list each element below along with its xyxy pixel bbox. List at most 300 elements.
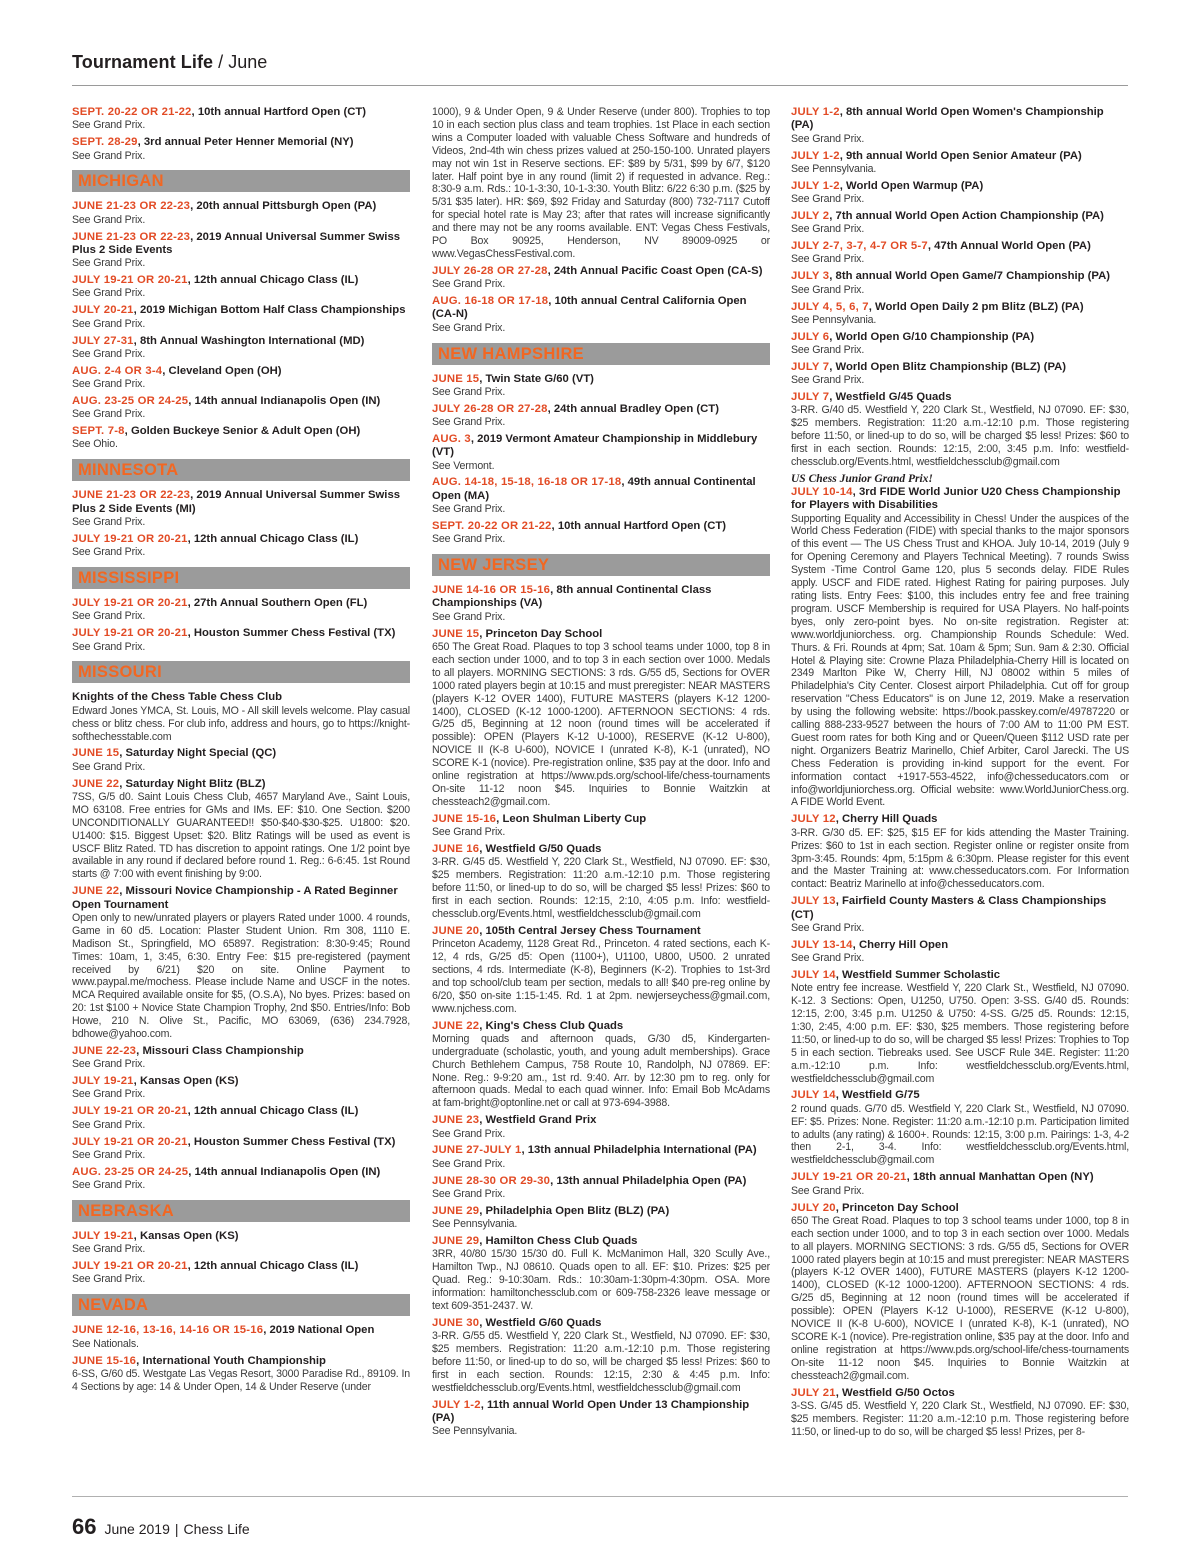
listing-date: JULY 19-21 bbox=[72, 1229, 134, 1242]
listing-columns bbox=[72, 106, 1128, 1490]
listing-details: See Grand Prix. bbox=[791, 132, 865, 145]
listing-date: AUG. 16-18 OR 17-18 bbox=[432, 295, 549, 308]
listing-details: See Grand Prix. bbox=[791, 223, 865, 236]
listing-details: See Pennsylvania. bbox=[791, 313, 877, 326]
listing-heading bbox=[432, 295, 770, 322]
listing-title: , 13th annual Philadelphia International (PA) bbox=[521, 1144, 757, 1157]
listing-title: , World Open Daily 2 pm Blitz (BLZ) (PA) bbox=[868, 300, 1084, 313]
listing-details: See Grand Prix. bbox=[72, 515, 146, 528]
listing-heading bbox=[72, 597, 410, 610]
tournament-listing bbox=[791, 969, 1129, 1086]
listing-title: , Westfield G/50 Quads bbox=[479, 842, 602, 855]
listing-heading bbox=[72, 425, 410, 438]
tournament-listing bbox=[791, 180, 1129, 206]
state-heading bbox=[432, 343, 770, 365]
listing-heading bbox=[432, 403, 770, 416]
listing-details: See Ohio. bbox=[72, 438, 118, 451]
listing-title: , 10th annual Central California Open (CA-N) bbox=[432, 295, 747, 321]
tournament-listing bbox=[72, 1260, 410, 1286]
listing-date: JULY 19-21 bbox=[72, 1075, 134, 1088]
listing-heading bbox=[72, 106, 410, 119]
tournament-listing bbox=[72, 395, 410, 421]
state-heading bbox=[72, 459, 410, 481]
listing-title: , International Youth Championship bbox=[136, 1354, 326, 1367]
listing-date: JUNE 28-30 OR 29-30 bbox=[432, 1174, 551, 1187]
listing-title: , Saturday Night Blitz (BLZ) bbox=[119, 777, 266, 790]
listing-date: JULY 21 bbox=[791, 1386, 836, 1399]
listing-details: See Grand Prix. bbox=[72, 149, 146, 162]
listing-date: JULY 19-21 OR 20-21 bbox=[72, 532, 188, 545]
listing-heading bbox=[791, 240, 1129, 253]
listing-details: See Grand Prix. bbox=[432, 278, 506, 291]
listing-heading bbox=[432, 1317, 770, 1330]
listing-heading bbox=[791, 210, 1129, 223]
listing-date: SEPT. 20-22 OR 21-22 bbox=[72, 106, 192, 118]
tournament-listing bbox=[791, 895, 1129, 935]
tournament-listing bbox=[72, 365, 410, 391]
listing-date: JUNE 15 bbox=[72, 747, 120, 760]
listing-details: See Grand Prix. bbox=[432, 826, 506, 839]
tournament-listing bbox=[72, 1166, 410, 1192]
tournament-listing bbox=[432, 520, 770, 546]
listing-details: See Grand Prix. bbox=[72, 640, 146, 653]
listing-date: JULY 1-2 bbox=[432, 1398, 481, 1411]
tournament-listing bbox=[72, 200, 410, 226]
listing-title: , 2019 Michigan Bottom Half Class Championships bbox=[133, 304, 406, 317]
tournament-listing bbox=[432, 433, 770, 473]
tournament-listing bbox=[72, 1355, 410, 1394]
listing-title: , World Open G/10 Championship (PA) bbox=[829, 330, 1035, 343]
tournament-listing bbox=[72, 1136, 410, 1162]
listing-details: See Grand Prix. bbox=[72, 1148, 146, 1161]
listing-date: JULY 3 bbox=[791, 270, 830, 283]
state-name: MINNESOTA bbox=[78, 461, 179, 480]
listing-heading bbox=[72, 778, 410, 791]
listing-details: See Grand Prix. bbox=[72, 119, 146, 132]
listing-title: , 9th annual World Open Senior Amateur (PA) bbox=[839, 149, 1082, 162]
listing-details: 650 The Great Road. Plaques to top 3 school teams under 1000, top 8 in each section under 1000, and to top 3 in each section over 1000. Medals to all players. MORNING SECTIONS: 3 rds. G/55 d5, Sections for OVER 1000 rated players begin at 10:15 and must preregister: NEAR MASTERS (players K-12 OVER 1400), FUTURE MASTERS (players K-12 1200- 1400), CLOSED (K-12 1000-1200). AFTERNOON SECTIONS: 4 rds. G/25 d5, Beginning at 12 noon (round times will be accelerated if possible): OPEN (Players K-12 U-1000), RESERVE (K-12 U-800), NOVICE II (K-8 U-600), NOVICE I (unrated K-8), K-1 (unrated), NO SCORE K-1 (novice). Pre-registration online, $35 pay at the door. Info and online registration at https://www.pds.org/school-life/chess-tournaments On-site 11-12 noon $45. Inquiries to Bonnie Waitzkin at chessteach2@gmail.com. bbox=[432, 640, 770, 808]
state-name: NEW JERSEY bbox=[438, 556, 550, 575]
state-name: NEW HAMPSHIRE bbox=[438, 344, 584, 363]
listing-date: JULY 19-21 OR 20-21 bbox=[72, 274, 188, 287]
listing-heading bbox=[72, 1230, 410, 1243]
listing-details: See Grand Prix. bbox=[72, 408, 146, 421]
listing-date: JULY 13 bbox=[791, 895, 836, 908]
listing-title: , Philadelphia Open Blitz (BLZ) (PA) bbox=[479, 1204, 670, 1217]
listing-details: See Grand Prix. bbox=[72, 1179, 146, 1192]
listing-details: Open only to new/unrated players or players Rated under 1000. 4 rounds, Game in 60 d5. Location: Plaster Student Union. Rm 308, 1110 E. Madison St., Springfield, MO 65897. Registration: 8:30-9:45; Round Times: 10am, 1, 3:45, 6:30. Entry Fee: $15 pre-registered (payment received by 6/21) $20 on site. Online Payment to www.paypal.me/mochess. Please include Name and USCF in the notes. MCA Required available onsite for $5, (O.S.A), No byes. Prizes: based on 20: 1st $100 + Novice State Champion Trophy, 2nd $50. Entries/Info: Bob Howe, 210 N. Olive St., Pacific, MO 63069, (636) 234.7928, bdhowe@yahoo.com. bbox=[72, 911, 410, 1041]
tournament-listing bbox=[791, 1171, 1129, 1197]
tournament-listing bbox=[72, 425, 410, 451]
listing-title: , Saturday Night Special (QC) bbox=[119, 747, 277, 760]
listing-heading bbox=[791, 1202, 1129, 1215]
listing-date: JULY 2 bbox=[791, 209, 830, 222]
listing-date: JULY 13-14 bbox=[791, 938, 853, 951]
listing-date: JULY 2-7, 3-7, 4-7 OR 5-7 bbox=[791, 240, 928, 253]
state-heading bbox=[72, 1200, 410, 1222]
tournament-listing bbox=[432, 265, 770, 291]
tournament-listing bbox=[72, 627, 410, 653]
listing-heading bbox=[72, 627, 410, 640]
listing-details: See Grand Prix. bbox=[432, 610, 506, 623]
tournament-listing bbox=[791, 1202, 1129, 1383]
tournament-listing bbox=[72, 1075, 410, 1101]
listing-heading bbox=[72, 1075, 410, 1088]
tournament-listing bbox=[791, 301, 1129, 327]
tournament-listing bbox=[791, 106, 1129, 146]
listing-title: , Kansas Open (KS) bbox=[133, 1075, 239, 1088]
tournament-listing bbox=[72, 533, 410, 559]
listing-title: , 47th Annual World Open (PA) bbox=[927, 240, 1091, 253]
listing-heading bbox=[791, 895, 1129, 922]
listing-date: JUNE 21-23 OR 22-23 bbox=[72, 489, 191, 502]
listing-date: JULY 7 bbox=[791, 360, 830, 373]
listing-date: JULY 14 bbox=[791, 968, 836, 981]
tournament-listing bbox=[791, 486, 1129, 809]
listing-details: 2 round quads. G/70 d5. Westfield Y, 220 Clark St., Westfield, NJ 07090. EF: $5. Prizes: None. Register: 11:20 a.m.-12:10 p.m. Participation limited to adults (any rating) & 1600+. Rounds: 12:15, 3:00 p.m. Pairings: 1-3, 4-2 then 2-1, 3-4. Info: westfieldchessclub.org/Events.html, westfieldchessclub@gmail.com bbox=[791, 1102, 1129, 1167]
listing-details: See Pennsylvania. bbox=[432, 1218, 518, 1231]
tournament-listing bbox=[432, 1020, 770, 1111]
listing-heading bbox=[432, 925, 770, 938]
listing-title: , 3rd annual Peter Henner Memorial (NY) bbox=[137, 136, 354, 149]
listing-date: JULY 26-28 OR 27-28 bbox=[432, 264, 548, 277]
listing-details: See Grand Prix. bbox=[791, 253, 865, 266]
tournament-listing bbox=[72, 106, 410, 132]
listing-date: JULY 14 bbox=[791, 1089, 836, 1102]
listing-date: SEPT. 20-22 OR 21-22 bbox=[432, 519, 552, 532]
listing-details: See Grand Prix. bbox=[72, 287, 146, 300]
tournament-listing bbox=[791, 270, 1129, 296]
listing-heading bbox=[432, 584, 770, 611]
listing-title: , Westfield G/60 Quads bbox=[479, 1316, 602, 1329]
listing-date: JULY 12 bbox=[791, 813, 836, 826]
listing-details: Morning quads and afternoon quads, G/30 d5, Kindergarten-undergraduate (scholastic, youth, and young adult memberships). Grace Church Bethlehem Campus, 758 Route 10, Randolph, NJ 07869. EF: None. Reg.: 9-9:20 am., 1st rd. 9:40. Arr. by 12:30 pm to reg. only for afternoon quads. Medal to each quad winner. Info: Email Bob McAdams at fam-bright@optonline.net or call at 973-694-3988. bbox=[432, 1032, 770, 1110]
listing-details: See Pennsylvania. bbox=[791, 162, 877, 175]
listing-details: See Grand Prix. bbox=[72, 317, 146, 330]
listing-details: See Grand Prix. bbox=[72, 1243, 146, 1256]
listing-title: , King's Chess Club Quads bbox=[479, 1019, 624, 1032]
listing-heading bbox=[791, 1387, 1129, 1400]
listing-date: JUNE 23 bbox=[432, 1114, 480, 1127]
listing-title: , 24th Annual Pacific Coast Open (CA-S) bbox=[547, 264, 763, 277]
listing-details: See Grand Prix. bbox=[72, 347, 146, 360]
listing-date: JUNE 15-16 bbox=[72, 1354, 137, 1367]
listing-heading bbox=[72, 231, 410, 258]
listing-title: , Westfield G/75 bbox=[835, 1089, 920, 1102]
tournament-listing bbox=[791, 240, 1129, 266]
listing-heading bbox=[432, 265, 770, 278]
magazine-name: Chess Life bbox=[183, 1521, 250, 1537]
tournament-listing bbox=[791, 1089, 1129, 1167]
listing-heading bbox=[432, 628, 770, 641]
listing-title: , World Open Warmup (PA) bbox=[839, 179, 984, 192]
listing-heading bbox=[432, 1235, 770, 1248]
listing-title: , 2019 Annual Universal Summer Swiss Plus 2 Side Events bbox=[72, 230, 401, 256]
listing-heading bbox=[791, 486, 1129, 513]
listing-heading bbox=[72, 395, 410, 408]
listing-heading bbox=[72, 1045, 410, 1058]
tournament-listing bbox=[791, 813, 1129, 891]
listing-date: JULY 19-21 OR 20-21 bbox=[72, 1135, 188, 1148]
listing-date: JULY 4, 5, 6, 7 bbox=[791, 300, 869, 313]
listing-heading bbox=[432, 1114, 770, 1127]
tournament-listing bbox=[72, 1230, 410, 1256]
column-3 bbox=[791, 106, 1129, 1490]
listing-title: , 10th annual Hartford Open (CT) bbox=[191, 106, 367, 118]
listing-heading bbox=[432, 1399, 770, 1426]
listing-details: See Grand Prix. bbox=[72, 1088, 146, 1101]
page-footer bbox=[72, 1514, 250, 1540]
listing-date: JUNE 22 bbox=[72, 885, 120, 898]
listing-title: , 8th Annual Washington International (MD) bbox=[133, 334, 365, 347]
footer-rule bbox=[72, 1496, 1128, 1497]
page-header bbox=[72, 52, 1128, 86]
listing-details: See Grand Prix. bbox=[72, 760, 146, 773]
tournament-listing bbox=[72, 274, 410, 300]
state-heading bbox=[72, 170, 410, 192]
listing-date: JULY 6 bbox=[791, 330, 830, 343]
listing-date: AUG. 14-18, 15-18, 16-18 OR 17-18 bbox=[432, 476, 622, 489]
listing-date: JULY 19-21 OR 20-21 bbox=[72, 1105, 188, 1118]
tournament-listing bbox=[72, 1105, 410, 1131]
listing-heading bbox=[791, 939, 1129, 952]
listing-heading bbox=[791, 813, 1129, 826]
listing-title: , 14th annual Indianapolis Open (IN) bbox=[188, 1165, 381, 1178]
listing-title: , Fairfield County Masters & Class Championships (CT) bbox=[791, 895, 1107, 921]
listing-details: See Grand Prix. bbox=[791, 1184, 865, 1197]
listing-details: See Grand Prix. bbox=[432, 533, 506, 546]
listing-date: JULY 7 bbox=[791, 391, 830, 404]
tournament-listing bbox=[791, 331, 1129, 357]
listing-title: , Westfield G/45 Quads bbox=[829, 391, 952, 404]
tournament-listing bbox=[432, 476, 770, 516]
listing-title: , 3rd FIDE World Junior U20 Chess Championship for Players with Disabilities bbox=[791, 485, 1121, 512]
listing-details: 3-RR. G/40 d5. Westfield Y, 220 Clark St., Westfield, NJ 07090. EF: $30, $25 members. Registration: 11:20 a.m.-12:10 p.m. Those registering before 11:50, or lined-up to do so, will be charged $5 less! Prizes: $60 to first in each section. Rounds: 12:15, 2:00, 3:45 p.m. Info: westfield-chessclub.org/Events.html, westfieldchessclub@gmail.com bbox=[791, 404, 1129, 469]
listing-title: , 8th annual World Open Game/7 Championship (PA) bbox=[829, 270, 1111, 283]
listing-title: , Missouri Novice Championship - A Rated Beginner Open Tournament bbox=[72, 885, 398, 911]
listing-date: JUNE 21-23 OR 22-23 bbox=[72, 230, 191, 243]
section-title: Tournament Life bbox=[72, 52, 214, 72]
listing-heading bbox=[791, 1171, 1129, 1184]
listing-details: 3RR, 40/80 15/30 15/30 d0. Full K. McManimon Hall, 320 Scully Ave., Hamilton Twp., NJ 08610. Quads open to all. EF: $10. Prizes: $25 per Quad. Reg.: 9-10:30am. Rds.: 10:30am-1:30pm-4:30pm. OSA. More information: hamiltonchessclub.com or 609-758-2326 leave message or text 609-351-2437. W. bbox=[432, 1248, 770, 1312]
listing-date: JULY 19-21 OR 20-21 bbox=[72, 1260, 188, 1273]
listing-title: , Twin State G/60 (VT) bbox=[479, 372, 594, 385]
listing-details: See Grand Prix. bbox=[432, 1127, 506, 1140]
listing-title: , 2019 National Open bbox=[263, 1324, 375, 1337]
tournament-listing bbox=[432, 1399, 770, 1439]
listing-title: , 8th annual World Open Women's Championship (PA) bbox=[791, 106, 1104, 132]
listing-title: , 20th annual Pittsburgh Open (PA) bbox=[190, 200, 377, 213]
listing-heading bbox=[432, 843, 770, 856]
tournament-listing bbox=[432, 1175, 770, 1201]
listing-details: See Grand Prix. bbox=[432, 1187, 506, 1200]
listing-title: , 49th annual Continental Open (MA) bbox=[432, 476, 756, 502]
listing-title: , 27th Annual Southern Open (FL) bbox=[187, 597, 368, 610]
listing-title: , 12th annual Chicago Class (IL) bbox=[187, 532, 359, 545]
tournament-listing bbox=[432, 1144, 770, 1170]
listing-title: , 13th annual Philadelphia Open (PA) bbox=[550, 1174, 747, 1187]
listing-heading bbox=[72, 1136, 410, 1149]
listing-title: , Houston Summer Chess Festival (TX) bbox=[187, 1135, 396, 1148]
listing-title: , Cherry Hill Open bbox=[852, 938, 949, 951]
tournament-listing bbox=[791, 391, 1129, 469]
listing-title: , 12th annual Chicago Class (IL) bbox=[187, 1105, 359, 1118]
listing-details: See Grand Prix. bbox=[72, 257, 146, 270]
listing-date: JULY 19-21 OR 20-21 bbox=[72, 627, 188, 640]
tournament-listing bbox=[432, 843, 770, 921]
listing-date: JUNE 15 bbox=[432, 627, 480, 640]
listing-details: See Nationals. bbox=[72, 1337, 139, 1350]
tournament-listing bbox=[72, 691, 410, 743]
listing-heading bbox=[791, 331, 1129, 344]
tournament-listing bbox=[432, 628, 770, 809]
listing-title: , Cleveland Open (OH) bbox=[162, 364, 282, 377]
listing-heading bbox=[72, 365, 410, 378]
listing-date: AUG. 23-25 OR 24-25 bbox=[72, 394, 189, 407]
listing-details: See Grand Prix. bbox=[791, 921, 865, 934]
listing-details: See Grand Prix. bbox=[432, 1157, 506, 1170]
listing-details: See Grand Prix. bbox=[432, 321, 506, 334]
listing-details: 7SS, G/5 d0. Saint Louis Chess Club, 4657 Maryland Ave., Saint Louis, MO 63108. Free entries for GMs and IMs. EF: $10. One Section. $200 UNCONDITIONALLY GUARANTEED!! $50-$40-$30-$25. U1800: $20. U1400: $15. Biggest Upset: $20. Blitz Ratings will be used as event is USCF Blitz Rated. TD has discretion to appoint ratings. One 1/2 point bye available in any round if declared before round 1. Reg.: 6-6:45. 1st Round starts @ 7:00 with event finishing by 9:00. bbox=[72, 790, 410, 881]
listing-date: JUNE 14-16 OR 15-16 bbox=[432, 584, 551, 597]
listing-details: See Grand Prix. bbox=[72, 1058, 146, 1071]
listing-heading bbox=[432, 1144, 770, 1157]
column-1 bbox=[72, 106, 410, 1490]
listing-date: JUNE 20 bbox=[432, 924, 480, 937]
footer-separator: | bbox=[174, 1521, 179, 1537]
listing-heading bbox=[72, 1324, 410, 1337]
listing-heading bbox=[432, 476, 770, 503]
listing-details: 3-RR. G/30 d5. EF: $25, $15 EF for kids attending the Master Training. Prizes: $60 to 1st in each section. Register online or register onsite from 3pm-3:45. Rounds: 4pm, 5:15pm & 6:30pm. Please register for this event and the Master Training at: www.chesseducators.com. For Information contact: Beatriz Marinello at info@chesseducators.com. bbox=[791, 826, 1129, 891]
listing-heading bbox=[791, 361, 1129, 374]
listing-heading bbox=[791, 106, 1129, 133]
listing-details: See Grand Prix. bbox=[72, 213, 146, 226]
tournament-listing bbox=[432, 925, 770, 1016]
listing-title: Knights of the Chess Table Chess Club bbox=[72, 691, 283, 704]
title-separator: / bbox=[213, 52, 229, 72]
listing-details: Princeton Academy, 1128 Great Rd., Princeton. 4 rated sections, each K-12, 4 rds, G/25 d5: Open (1100+), U1100, U800, U500. 2 unrated sections, 4 rds. Intermediate (K-8), Beginners (K-2). Trophies to 1st-3rd and top school/club team per section, medals to all! $40 pre-reg online by 6/20, $50 on-site 1:15-1:45. Rd. 1 at 2pm. newjerseychess@gmail.com, www.njchess.com. bbox=[432, 938, 770, 1015]
tournament-listing bbox=[72, 136, 410, 162]
listing-details: See Grand Prix. bbox=[72, 610, 146, 623]
listing-title: , Hamilton Chess Club Quads bbox=[479, 1235, 638, 1248]
tournament-listing bbox=[432, 813, 770, 839]
listing-date: JULY 19-21 OR 20-21 bbox=[72, 597, 188, 610]
listing-title: , Houston Summer Chess Festival (TX) bbox=[187, 627, 396, 640]
listing-title: , 2019 Vermont Amateur Championship in Middlebury (VT) bbox=[432, 432, 758, 459]
listing-date: JUNE 15 bbox=[432, 372, 480, 385]
state-name: MISSISSIPPI bbox=[78, 569, 180, 588]
listing-details: See Grand Prix. bbox=[791, 344, 865, 357]
listing-details: 1000), 9 & Under Open, 9 & Under Reserve (under 800). Trophies to top 10 in each section plus class and team trophies. 1st Place in each section wins a Computer loaded with valuable Chess Software and hundreds of Videos, 2nd-4th win chess prizes valued at 250-150-100. Unrated players may not win 1st in Reserve sections. EF: $89 by 5/31, $99 by 6/7, $120 later. Half point bye in any round (limit 2) if requested in advance. Reg.: 8:30-9 a.m. Rds.: 10-1-3:30, 10-1-3:30. Youth Blitz: 6/22 6:30 p.m. ($25 by 5/31 $35 later). HR: $69, $92 Friday and Saturday (800) 732-7117 Cutoff for special hotel rate is May 23; after that rates will increase significantly and there may not be any rooms available. ENT: Vegas Chess Festivals, PO Box 90925, Henderson, NV 89009-0925 or www.VegasChessFestival.com. bbox=[432, 106, 770, 260]
listing-date: JUNE 29 bbox=[432, 1235, 480, 1248]
tournament-listing bbox=[432, 1235, 770, 1313]
listing-heading bbox=[791, 150, 1129, 163]
listing-heading bbox=[72, 885, 410, 912]
listing-title: , 10th annual Hartford Open (CT) bbox=[551, 519, 727, 532]
listing-date: JUNE 12-16, 13-16, 14-16 OR 15-16 bbox=[72, 1324, 264, 1337]
listing-title: , Kansas Open (KS) bbox=[133, 1229, 239, 1242]
listing-heading bbox=[432, 1205, 770, 1218]
listing-details: See Grand Prix. bbox=[791, 952, 865, 965]
listing-title: , Westfield Summer Scholastic bbox=[835, 968, 1001, 981]
listing-title: , Golden Buckeye Senior & Adult Open (OH) bbox=[124, 425, 361, 438]
tournament-listing bbox=[72, 304, 410, 330]
listing-title: , 18th annual Manhattan Open (NY) bbox=[906, 1171, 1094, 1184]
listing-heading bbox=[432, 1175, 770, 1188]
listing-title: , Missouri Class Championship bbox=[136, 1044, 304, 1057]
listing-heading bbox=[791, 969, 1129, 982]
listing-details: Supporting Equality and Accessibility in Chess! Under the auspices of the World Chess Federation (FIDE) with special thanks to the major sponsors of this event — The US Chess Trust and KHOA. July 10-14, 2019 (July 9 for Opening Ceremony and Players Technical Meeting). 7 rounds Swiss System -Time Control Game 120, plus 5 seconds delay. FIDE Rules apply. USCF and FIDE rated. Highest Rating for pairing purposes. July rating lists. Entry Fees: $100, this includes entry fee and free training program. USCF Membership is required for USA Players. No half-points byes, only zero-point byes. No on-site registration. Register at: www.worldjuniorchess. org. Championship Rounds Schedule: Wed. Thurs. & Fri. Rounds at 4pm; Sat. 10am & 5pm; Sun. 9am & 2:30. Official Hotel & Playing site: Crowne Plaza Philadelphia-Cherry Hill is located on 2349 Marlton Pike W, Cherry Hill, NJ 08002 within 5 miles of Philadelphia's City Center. Closest airport Philadelphia. Cut off for group reservation "Chess Educators" is on June 12, 2019. Make a reservation by using the following website: https://book.passkey.com/e/49787220 or calling 888-233-9527 between the hours of 7:00 AM to 11:00 PM EST. Guest room rates for both King and or Queen/Queen $112 USD rate per night. Organizers Beatriz Marinello, Chief Arbiter, Carol Jarecki. The US Chess Federation is providing in-kind support for the event. For information contact +1917-553-4522, info@chesseducators.com or info@worldjuniorchess.org. Official website: www.WorldJuniorChess.org. A FIDE World Event. bbox=[791, 512, 1129, 809]
listing-date: JUNE 27-JULY 1 bbox=[432, 1144, 522, 1157]
tournament-listing bbox=[72, 489, 410, 529]
tournament-listing bbox=[791, 939, 1129, 965]
tournament-listing bbox=[72, 778, 410, 882]
listing-date: JUNE 15-16 bbox=[432, 812, 497, 825]
listing-title: , 12th annual Chicago Class (IL) bbox=[187, 1260, 359, 1273]
listing-heading bbox=[432, 520, 770, 533]
junior-grand-prix-label: US Chess Junior Grand Prix! bbox=[791, 472, 933, 485]
column-2 bbox=[432, 106, 770, 1490]
listing-title: , Cherry Hill Quads bbox=[835, 813, 938, 826]
listing-heading bbox=[791, 180, 1129, 193]
listing-heading bbox=[72, 691, 410, 704]
listing-details: 650 The Great Road. Plaques to top 3 school teams under 1000, top 8 in each section under 1000, and to top 3 in each section over 1000. Medals to all players. MORNING SECTIONS: 3 rds. G/55 d5, Sections for OVER 1000 rated players begin at 10:15 and must preregister: NEAR MASTERS (players K-12 OVER 1400), FUTURE MASTERS (players K-12 1200- 1400), CLOSED (K-12 1000-1200). AFTERNOON SECTIONS: 4 rds. G/25 d5, Beginning at 12 noon (round times will be accelerated if possible): OPEN (Players K-12 U-1000), RESERVE (K-12 U-800), NOVICE II (K-8 U-600), NOVICE I (unrated K-8), K-1 (unrated), NO SCORE K-1 (novice). Pre-registration online, $35 pay at the door. Info and online registration at https://www.pds.org/school-life/chess-tournaments On-site 11-12 noon $45. Inquiries to Bonnie Waitzkin at chessteach2@gmail.com. bbox=[791, 1214, 1129, 1382]
listing-title: , 7th annual World Open Action Championship (PA) bbox=[829, 209, 1104, 222]
listing-details: See Grand Prix. bbox=[72, 378, 146, 391]
listing-date: JUNE 21-23 OR 22-23 bbox=[72, 200, 191, 213]
listing-date: JUNE 22 bbox=[432, 1019, 480, 1032]
listing-details: See Grand Prix. bbox=[791, 283, 865, 296]
tournament-listing bbox=[72, 885, 410, 1041]
listing-date: JULY 1-2 bbox=[791, 149, 840, 162]
listing-title: , Westfield G/50 Octos bbox=[835, 1386, 955, 1399]
listing-heading bbox=[72, 533, 410, 546]
listing-details: See Vermont. bbox=[432, 459, 495, 472]
listing-details: See Grand Prix. bbox=[72, 1118, 146, 1131]
listing-title: , 24th annual Bradley Open (CT) bbox=[547, 402, 719, 415]
tournament-listing bbox=[432, 584, 770, 624]
listing-date: JULY 1-2 bbox=[791, 106, 840, 118]
tournament-listing bbox=[72, 597, 410, 623]
listing-details: See Grand Prix. bbox=[791, 374, 865, 387]
listing-date: JULY 10-14 bbox=[791, 485, 853, 498]
state-heading bbox=[72, 661, 410, 683]
listing-title: , Princeton Day School bbox=[479, 627, 603, 640]
listing-date: AUG. 2-4 OR 3-4 bbox=[72, 364, 163, 377]
listing-details: See Grand Prix. bbox=[791, 193, 865, 205]
tournament-listing bbox=[791, 150, 1129, 176]
listing-heading bbox=[72, 1105, 410, 1118]
tournament-listing bbox=[432, 403, 770, 429]
listing-date: JULY 26-28 OR 27-28 bbox=[432, 402, 548, 415]
tournament-listing bbox=[72, 231, 410, 271]
listing-title: , 2019 Annual Universal Summer Swiss Plus 2 Side Events (MI) bbox=[72, 489, 401, 515]
listing-details: See Grand Prix. bbox=[72, 1273, 146, 1286]
listing-title: , 11th annual World Open Under 13 Championship (PA) bbox=[432, 1398, 750, 1425]
listing-heading bbox=[432, 373, 770, 386]
listing-heading bbox=[72, 1166, 410, 1179]
listing-date: AUG. 23-25 OR 24-25 bbox=[72, 1165, 189, 1178]
listing-title: , 12th annual Chicago Class (IL) bbox=[187, 274, 359, 287]
tournament-listing bbox=[72, 335, 410, 361]
listing-details: 3-SS. G/45 d5. Westfield Y, 220 Clark St., Westfield, NJ 07090. EF: $30, $25 members. Register: 11:20 a.m.-12:10 p.m. Those registering before 11:50, or lined-up to do so, will be charged $5 less! Prizes, per 8- bbox=[791, 1399, 1129, 1438]
listing-title: , 105th Central Jersey Chess Tournament bbox=[479, 924, 701, 937]
tournament-listing bbox=[791, 1387, 1129, 1439]
listing-details: Note entry fee increase. Westfield Y, 220 Clark St., Westfield, NJ 07090. K-12. 3 Sections: Open, U1250, U750. Open: 3-SS. G/40 d5. Rounds: 12:15, 2:00, 3:45 p.m. U1250 & U750: 4-SS. G/25 d5. Rounds: 12:15, 1:30, 2:45, 4:00 p.m. EF: $30, $25 members. Those registering before 11:50, or lined-up to do so, will be charged $5 less! Prizes: Trophies to Top 5 in each section. Tiebreaks used. See USCF Rule 34E. Register: 11:20 a.m.-12:10 p.m. Info: westfieldchessclub.org/Events.html, westfieldchessclub@gmail.com bbox=[791, 982, 1129, 1085]
listing-date: JUNE 16 bbox=[432, 842, 480, 855]
listing-heading bbox=[72, 1260, 410, 1273]
issue-date: June 2019 bbox=[104, 1521, 170, 1537]
